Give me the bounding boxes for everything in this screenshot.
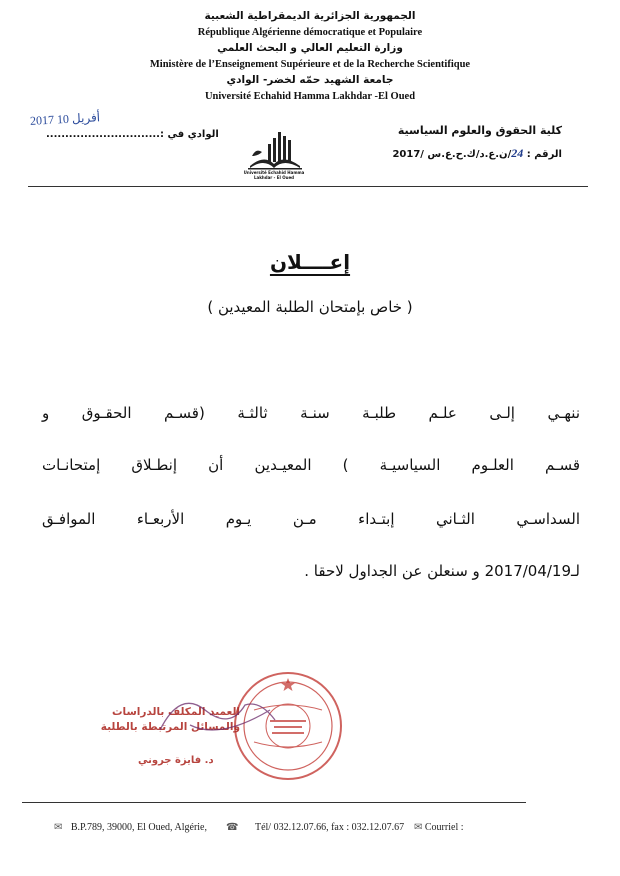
republic-ar: الجمهورية الجزائرية الديمقراطية الشعبية: [204, 10, 416, 22]
footer-email: [414, 822, 464, 833]
university-ar: جامعة الشهيد حمّه لخضر- الوادي: [226, 74, 394, 86]
envelope-icon: ✉: [54, 822, 63, 833]
reference-number: [392, 146, 562, 161]
email-label-text: Courriel :: [424, 822, 464, 833]
announcement-title: [0, 250, 620, 274]
signature-title-line-1: العميد المكلف بالدراسات: [111, 706, 240, 718]
footer-divider: [22, 802, 526, 803]
ministry-ar: وزارة التعليم العالي و البحث العلمي: [217, 42, 403, 54]
reference-suffix: /ن.ع.د/ك.ح.ع.س /2017: [392, 149, 512, 160]
body-line-1: ننهـي إلـى علـم طلبـة سنـة ثالثـة (قسـم الحقـوق و: [42, 404, 580, 422]
announcement-subtitle: ( خاص بإمتحان الطلبة المعيدين ): [207, 298, 413, 316]
received-date-stamp: 2017 أفريل 10: [29, 110, 101, 128]
address-text: B.P.789, 39000, El Oued, Algérie,: [70, 822, 207, 833]
logo-caption: Université Echahid Hamma Lakhdar - El Oued: [243, 170, 305, 180]
body-line-4: لـ2017/04/19 و سنعلن عن الجداول لاحقا .: [304, 562, 580, 580]
place-date: الوادي في :..............................: [46, 129, 219, 140]
footer-address: [54, 822, 207, 833]
signatory-name: د. فايزة جروني: [138, 755, 214, 766]
university-fr: Université Echahid Hamma Lakhdar -El Oued: [204, 91, 416, 102]
reference-prefix: الرقم :: [523, 149, 562, 160]
reference-handwritten-number: 24: [511, 146, 524, 160]
phone-fax-text: Tél/ 032.12.07.66, fax : 032.12.07.67: [254, 822, 405, 833]
signature-title-line-2: والمسائل المرتبطة بالطلبة: [100, 721, 240, 733]
body-line-2: قسـم العلـوم السياسيـة ) المعيـدين أن إنطـلاق إمتحانـات: [42, 456, 580, 474]
faculty-name: كلية الحقوق والعلوم السياسية: [397, 124, 562, 137]
ministry-fr: Ministère de l’Enseignement Supérieure et de la Recherche Scientifique: [149, 59, 471, 70]
footer-phone: [226, 822, 404, 833]
body-line-3: السداسـي الثـاني إبتـداء مـن يـوم الأربعـاء الموافـق: [42, 510, 580, 528]
header-divider: [28, 186, 588, 187]
phone-icon: ☎: [226, 822, 239, 833]
email-icon: ✉: [414, 822, 423, 833]
republic-fr: République Algérienne démocratique et Populaire: [197, 27, 423, 38]
announcement-title-text: إعــــلان: [269, 250, 351, 274]
handwritten-signature: [150, 680, 290, 750]
